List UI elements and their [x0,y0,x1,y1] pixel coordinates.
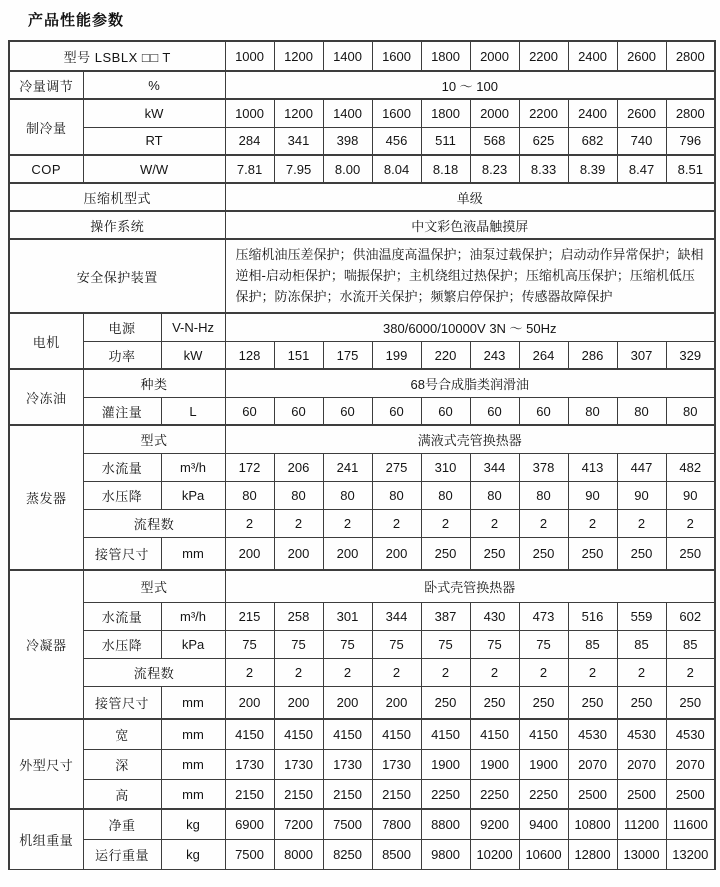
value-cell: 2 [617,509,666,537]
value-cell: 9800 [421,839,470,869]
value-cell: 8.04 [372,155,421,183]
value-cell: 2 [323,658,372,686]
value-cell: 456 [372,127,421,155]
value-cell: 2 [372,658,421,686]
value-cell: 250 [666,686,715,719]
operating-weight-label: 运行重量 [83,839,161,869]
value-cell: 2 [666,658,715,686]
value-cell: 2250 [470,779,519,809]
value-cell: 1600 [372,41,421,71]
value-cell: 2000 [470,41,519,71]
value-cell: 6900 [225,809,274,839]
value-cell: 1730 [274,749,323,779]
value-cell: 1730 [225,749,274,779]
value-cell: 75 [372,630,421,658]
value-cell: 60 [421,397,470,425]
value-cell: 4150 [519,719,568,749]
value-cell: 2400 [568,99,617,127]
value-cell: 625 [519,127,568,155]
value-cell: 344 [470,453,519,481]
table-row [9,537,715,570]
value-cell: 8500 [372,839,421,869]
safety-protection-label: 安全保护装置 [9,239,225,313]
safety-protection-text: 压缩机油压差保护；供油温度高温保护；油泵过载保护；启动动作异常保护；缺相逆相-启动柜保护；喘振保护；主机绕组过热保护；压缩机高压保护；压缩机低压保护；防冻保护；水流开关保护；频繁启停保护；传感器故障保护 [225,239,715,313]
value-cell: 200 [372,686,421,719]
value-cell: 200 [274,686,323,719]
unit-cell: kW [161,341,225,369]
height-label: 高 [83,779,161,809]
value-cell: 250 [470,537,519,570]
table-row [9,99,715,127]
value-cell: 8.23 [470,155,519,183]
table-row [9,313,715,341]
value-cell: 740 [617,127,666,155]
oil-charge-label: 灌注量 [83,397,161,425]
value-cell: 13000 [617,839,666,869]
pressure-drop-label: 水压降 [83,630,161,658]
power-label: 功率 [83,341,161,369]
value-cell: 1900 [470,749,519,779]
value-cell: 60 [323,397,372,425]
unit-cell: RT [83,127,225,155]
value-cell: 8.18 [421,155,470,183]
value-cell: 7500 [323,809,372,839]
value-cell: 796 [666,127,715,155]
value-cell: 172 [225,453,274,481]
value-cell: 602 [666,602,715,630]
refrigerant-oil-label: 冷冻油 [9,369,83,425]
value-cell: 2600 [617,99,666,127]
value-cell: 682 [568,127,617,155]
value-cell: 2150 [274,779,323,809]
value-cell: 2070 [617,749,666,779]
value-cell: 250 [568,537,617,570]
value-cell: 2150 [225,779,274,809]
cop-label: COP [9,155,83,183]
value-cell: 80 [225,481,274,509]
value-cell: 7.81 [225,155,274,183]
value-cell: 8.47 [617,155,666,183]
compressor-type-label: 压缩机型式 [9,183,225,211]
value-cell: 7200 [274,809,323,839]
value-cell: 2400 [568,41,617,71]
model-row-label: 型号 LSBLX □□ T [9,41,225,71]
table-row [9,658,715,686]
page-title: 产品性能参数 [28,12,125,29]
value-cell: 8.39 [568,155,617,183]
value-cell: 75 [225,630,274,658]
value-cell: 7800 [372,809,421,839]
table-row [9,71,715,99]
value-cell: 307 [617,341,666,369]
value-cell: 4150 [372,719,421,749]
value-cell: 2000 [470,99,519,127]
value-cell: 11200 [617,809,666,839]
spec-table-body [9,41,715,869]
table-row [9,183,715,211]
pass-count-label: 流程数 [83,658,225,686]
motor-label: 电机 [9,313,83,369]
value-cell: 8.51 [666,155,715,183]
value-cell: 10600 [519,839,568,869]
value-cell: 241 [323,453,372,481]
value-cell: 60 [274,397,323,425]
merged-value-cell: 10 ～ 100 [225,71,715,99]
type-label: 型式 [83,425,225,453]
merged-value-cell: 单级 [225,183,715,211]
unit-cell: V-N-Hz [161,313,225,341]
value-cell: 473 [519,602,568,630]
merged-value-cell: 中文彩色液晶触摸屏 [225,211,715,239]
table-row [9,509,715,537]
value-cell: 284 [225,127,274,155]
value-cell: 80 [568,397,617,425]
value-cell: 4530 [568,719,617,749]
value-cell: 200 [323,686,372,719]
value-cell: 4150 [323,719,372,749]
value-cell: 151 [274,341,323,369]
value-cell: 2800 [666,41,715,71]
value-cell: 1730 [323,749,372,779]
unit-cell: mm [161,686,225,719]
value-cell: 9200 [470,809,519,839]
cooling-capacity-label: 制冷量 [9,99,83,155]
value-cell: 85 [568,630,617,658]
value-cell: 2250 [421,779,470,809]
value-cell: 200 [274,537,323,570]
value-cell: 2 [421,658,470,686]
table-row [9,602,715,630]
value-cell: 559 [617,602,666,630]
table-row [9,127,715,155]
value-cell: 60 [225,397,274,425]
value-cell: 75 [421,630,470,658]
value-cell: 200 [372,537,421,570]
value-cell: 128 [225,341,274,369]
unit-cell: m³/h [161,602,225,630]
table-row [9,481,715,509]
unit-cell: mm [161,779,225,809]
unit-cell: kPa [161,630,225,658]
value-cell: 2800 [666,99,715,127]
value-cell: 568 [470,127,519,155]
type-label: 型式 [83,570,225,602]
value-cell: 60 [372,397,421,425]
unit-cell: L [161,397,225,425]
value-cell: 482 [666,453,715,481]
value-cell: 4530 [617,719,666,749]
value-cell: 75 [274,630,323,658]
pipe-size-label: 接管尺寸 [83,686,161,719]
value-cell: 250 [421,537,470,570]
value-cell: 310 [421,453,470,481]
table-row [9,686,715,719]
table-row [9,749,715,779]
value-cell: 90 [568,481,617,509]
value-cell: 10800 [568,809,617,839]
unit-cell: m³/h [161,453,225,481]
value-cell: 2 [225,658,274,686]
unit-cell: kW [83,99,225,127]
value-cell: 4150 [274,719,323,749]
value-cell: 2 [323,509,372,537]
value-cell: 10200 [470,839,519,869]
value-cell: 250 [617,537,666,570]
value-cell: 2 [421,509,470,537]
value-cell: 1200 [274,99,323,127]
unit-weight-label: 机组重量 [9,809,83,869]
water-flow-label: 水流量 [83,453,161,481]
value-cell: 398 [323,127,372,155]
merged-value-cell: 卧式壳管换热器 [225,570,715,602]
value-cell: 250 [519,686,568,719]
unit-cell: mm [161,749,225,779]
value-cell: 8.00 [323,155,372,183]
table-row [9,839,715,869]
table-row [9,369,715,397]
value-cell: 329 [666,341,715,369]
value-cell: 275 [372,453,421,481]
width-label: 宽 [83,719,161,749]
value-cell: 447 [617,453,666,481]
value-cell: 2 [274,658,323,686]
value-cell: 80 [421,481,470,509]
merged-value-cell: 68号合成脂类润滑油 [225,369,715,397]
value-cell: 2070 [666,749,715,779]
operating-system-label: 操作系统 [9,211,225,239]
unit-cell: kPa [161,481,225,509]
unit-cell: % [83,71,225,99]
value-cell: 75 [470,630,519,658]
merged-value-cell: 380/6000/10000V 3N ～ 50Hz [225,313,715,341]
value-cell: 2 [519,509,568,537]
table-row [9,341,715,369]
value-cell: 258 [274,602,323,630]
value-cell: 2600 [617,41,666,71]
value-cell: 7500 [225,839,274,869]
value-cell: 8.33 [519,155,568,183]
value-cell: 341 [274,127,323,155]
table-row [9,630,715,658]
value-cell: 200 [225,686,274,719]
value-cell: 2070 [568,749,617,779]
value-cell: 4150 [225,719,274,749]
value-cell: 2500 [568,779,617,809]
value-cell: 250 [666,537,715,570]
value-cell: 90 [666,481,715,509]
value-cell: 430 [470,602,519,630]
value-cell: 2250 [519,779,568,809]
value-cell: 13200 [666,839,715,869]
value-cell: 8250 [323,839,372,869]
unit-cell: kg [161,839,225,869]
value-cell: 387 [421,602,470,630]
value-cell: 301 [323,602,372,630]
unit-cell: kg [161,809,225,839]
water-flow-label: 水流量 [83,602,161,630]
table-row [9,570,715,602]
value-cell: 2200 [519,41,568,71]
value-cell: 200 [225,537,274,570]
value-cell: 1600 [372,99,421,127]
value-cell: 2 [470,658,519,686]
value-cell: 80 [274,481,323,509]
value-cell: 2 [568,509,617,537]
value-cell: 2 [519,658,568,686]
value-cell: 80 [470,481,519,509]
value-cell: 2 [617,658,666,686]
oil-type-label: 种类 [83,369,225,397]
value-cell: 85 [666,630,715,658]
depth-label: 深 [83,749,161,779]
value-cell: 286 [568,341,617,369]
value-cell: 1000 [225,41,274,71]
value-cell: 220 [421,341,470,369]
value-cell: 200 [323,537,372,570]
value-cell: 2500 [617,779,666,809]
table-row [9,425,715,453]
value-cell: 80 [519,481,568,509]
value-cell: 413 [568,453,617,481]
value-cell: 250 [421,686,470,719]
value-cell: 2 [666,509,715,537]
evaporator-label: 蒸发器 [9,425,83,570]
table-row [9,397,715,425]
unit-cell: mm [161,719,225,749]
unit-cell: W/W [83,155,225,183]
value-cell: 1800 [421,99,470,127]
value-cell: 2200 [519,99,568,127]
value-cell: 1400 [323,41,372,71]
value-cell: 60 [470,397,519,425]
value-cell: 250 [617,686,666,719]
value-cell: 1000 [225,99,274,127]
table-row [9,239,715,313]
condenser-label: 冷凝器 [9,570,83,719]
value-cell: 75 [519,630,568,658]
value-cell: 12800 [568,839,617,869]
pass-count-label: 流程数 [83,509,225,537]
pressure-drop-label: 水压降 [83,481,161,509]
value-cell: 1400 [323,99,372,127]
value-cell: 75 [323,630,372,658]
table-row [9,453,715,481]
dimensions-label: 外型尺寸 [9,719,83,809]
value-cell: 378 [519,453,568,481]
value-cell: 80 [617,397,666,425]
value-cell: 2150 [372,779,421,809]
net-weight-label: 净重 [83,809,161,839]
value-cell: 344 [372,602,421,630]
value-cell: 2 [372,509,421,537]
value-cell: 2150 [323,779,372,809]
capacity-adjust-label: 冷量调节 [9,71,83,99]
value-cell: 1800 [421,41,470,71]
unit-cell: mm [161,537,225,570]
merged-value-cell: 满液式壳管换热器 [225,425,715,453]
value-cell: 2 [274,509,323,537]
value-cell: 7.95 [274,155,323,183]
value-cell: 80 [323,481,372,509]
value-cell: 11600 [666,809,715,839]
value-cell: 85 [617,630,666,658]
value-cell: 1900 [519,749,568,779]
spec-table [8,40,716,870]
value-cell: 1730 [372,749,421,779]
value-cell: 4150 [470,719,519,749]
table-row [9,155,715,183]
value-cell: 8000 [274,839,323,869]
power-supply-label: 电源 [83,313,161,341]
value-cell: 206 [274,453,323,481]
value-cell: 60 [519,397,568,425]
value-cell: 175 [323,341,372,369]
value-cell: 4150 [421,719,470,749]
value-cell: 250 [568,686,617,719]
value-cell: 250 [470,686,519,719]
value-cell: 243 [470,341,519,369]
value-cell: 1900 [421,749,470,779]
table-row [9,211,715,239]
value-cell: 80 [666,397,715,425]
value-cell: 511 [421,127,470,155]
value-cell: 250 [519,537,568,570]
value-cell: 2 [568,658,617,686]
value-cell: 90 [617,481,666,509]
value-cell: 215 [225,602,274,630]
value-cell: 264 [519,341,568,369]
value-cell: 80 [372,481,421,509]
value-cell: 8800 [421,809,470,839]
table-row [9,719,715,749]
value-cell: 2 [470,509,519,537]
value-cell: 9400 [519,809,568,839]
table-row [9,809,715,839]
value-cell: 199 [372,341,421,369]
table-row [9,41,715,71]
value-cell: 2 [225,509,274,537]
value-cell: 516 [568,602,617,630]
value-cell: 4530 [666,719,715,749]
table-row [9,779,715,809]
value-cell: 2500 [666,779,715,809]
pipe-size-label: 接管尺寸 [83,537,161,570]
value-cell: 1200 [274,41,323,71]
